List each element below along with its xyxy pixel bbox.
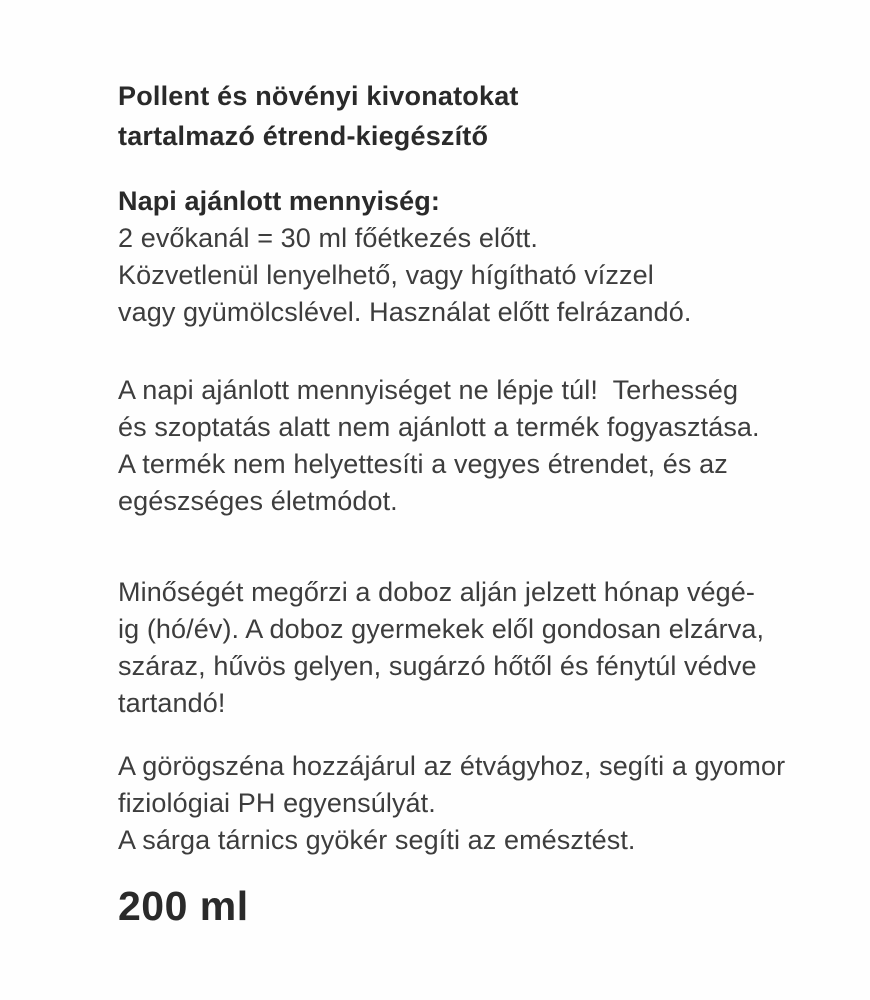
benefits-line: A sárga tárnics gyökér segíti az emésztést. (118, 825, 636, 855)
benefits-line: fiziológiai PH egyensúlyát. (118, 788, 436, 818)
dosage-paragraph (118, 183, 798, 331)
dosage-line: Közvetlenül lenyelhető, vagy hígítható vízzel (118, 260, 654, 290)
storage-line: száraz, hűvös gelyen, sugárzó hőtől és fénytúl védve (118, 651, 757, 681)
storage-line: ig (hó/év). A doboz gyermekek elől gondosan elzárva, (118, 614, 765, 644)
warning-paragraph (118, 372, 798, 520)
warning-line: és szoptatás alatt nem ajánlott a termék fogyasztása. (118, 412, 760, 442)
dosage-heading: Napi ajánlott mennyiség: (118, 186, 440, 216)
product-title-line: Pollent és növényi kivonatokat (118, 81, 519, 111)
volume-label: 200 ml (118, 883, 249, 929)
warning-line: egészséges életmódot. (118, 486, 398, 516)
dosage-line: 2 evőkanál = 30 ml főétkezés előtt. (118, 223, 538, 253)
storage-paragraph (118, 574, 798, 722)
warning-line: A termék nem helyettesíti a vegyes étrendet, és az (118, 449, 728, 479)
benefits-paragraph (118, 748, 798, 859)
product-title (118, 76, 798, 156)
product-title-line: tartalmazó étrend-kiegészítő (118, 121, 489, 151)
label-content (118, 76, 798, 930)
warning-line: A napi ajánlott mennyiséget ne lépje túl! Terhesség (118, 375, 739, 405)
storage-line: tartandó! (118, 688, 226, 718)
benefits-line: A görögszéna hozzájárul az étvágyhoz, segíti a gyomor (118, 751, 786, 781)
storage-line: Minőségét megőrzi a doboz alján jelzett hónap végé- (118, 577, 755, 607)
dosage-line: vagy gyümölcslével. Használat előtt felrázandó. (118, 297, 692, 327)
